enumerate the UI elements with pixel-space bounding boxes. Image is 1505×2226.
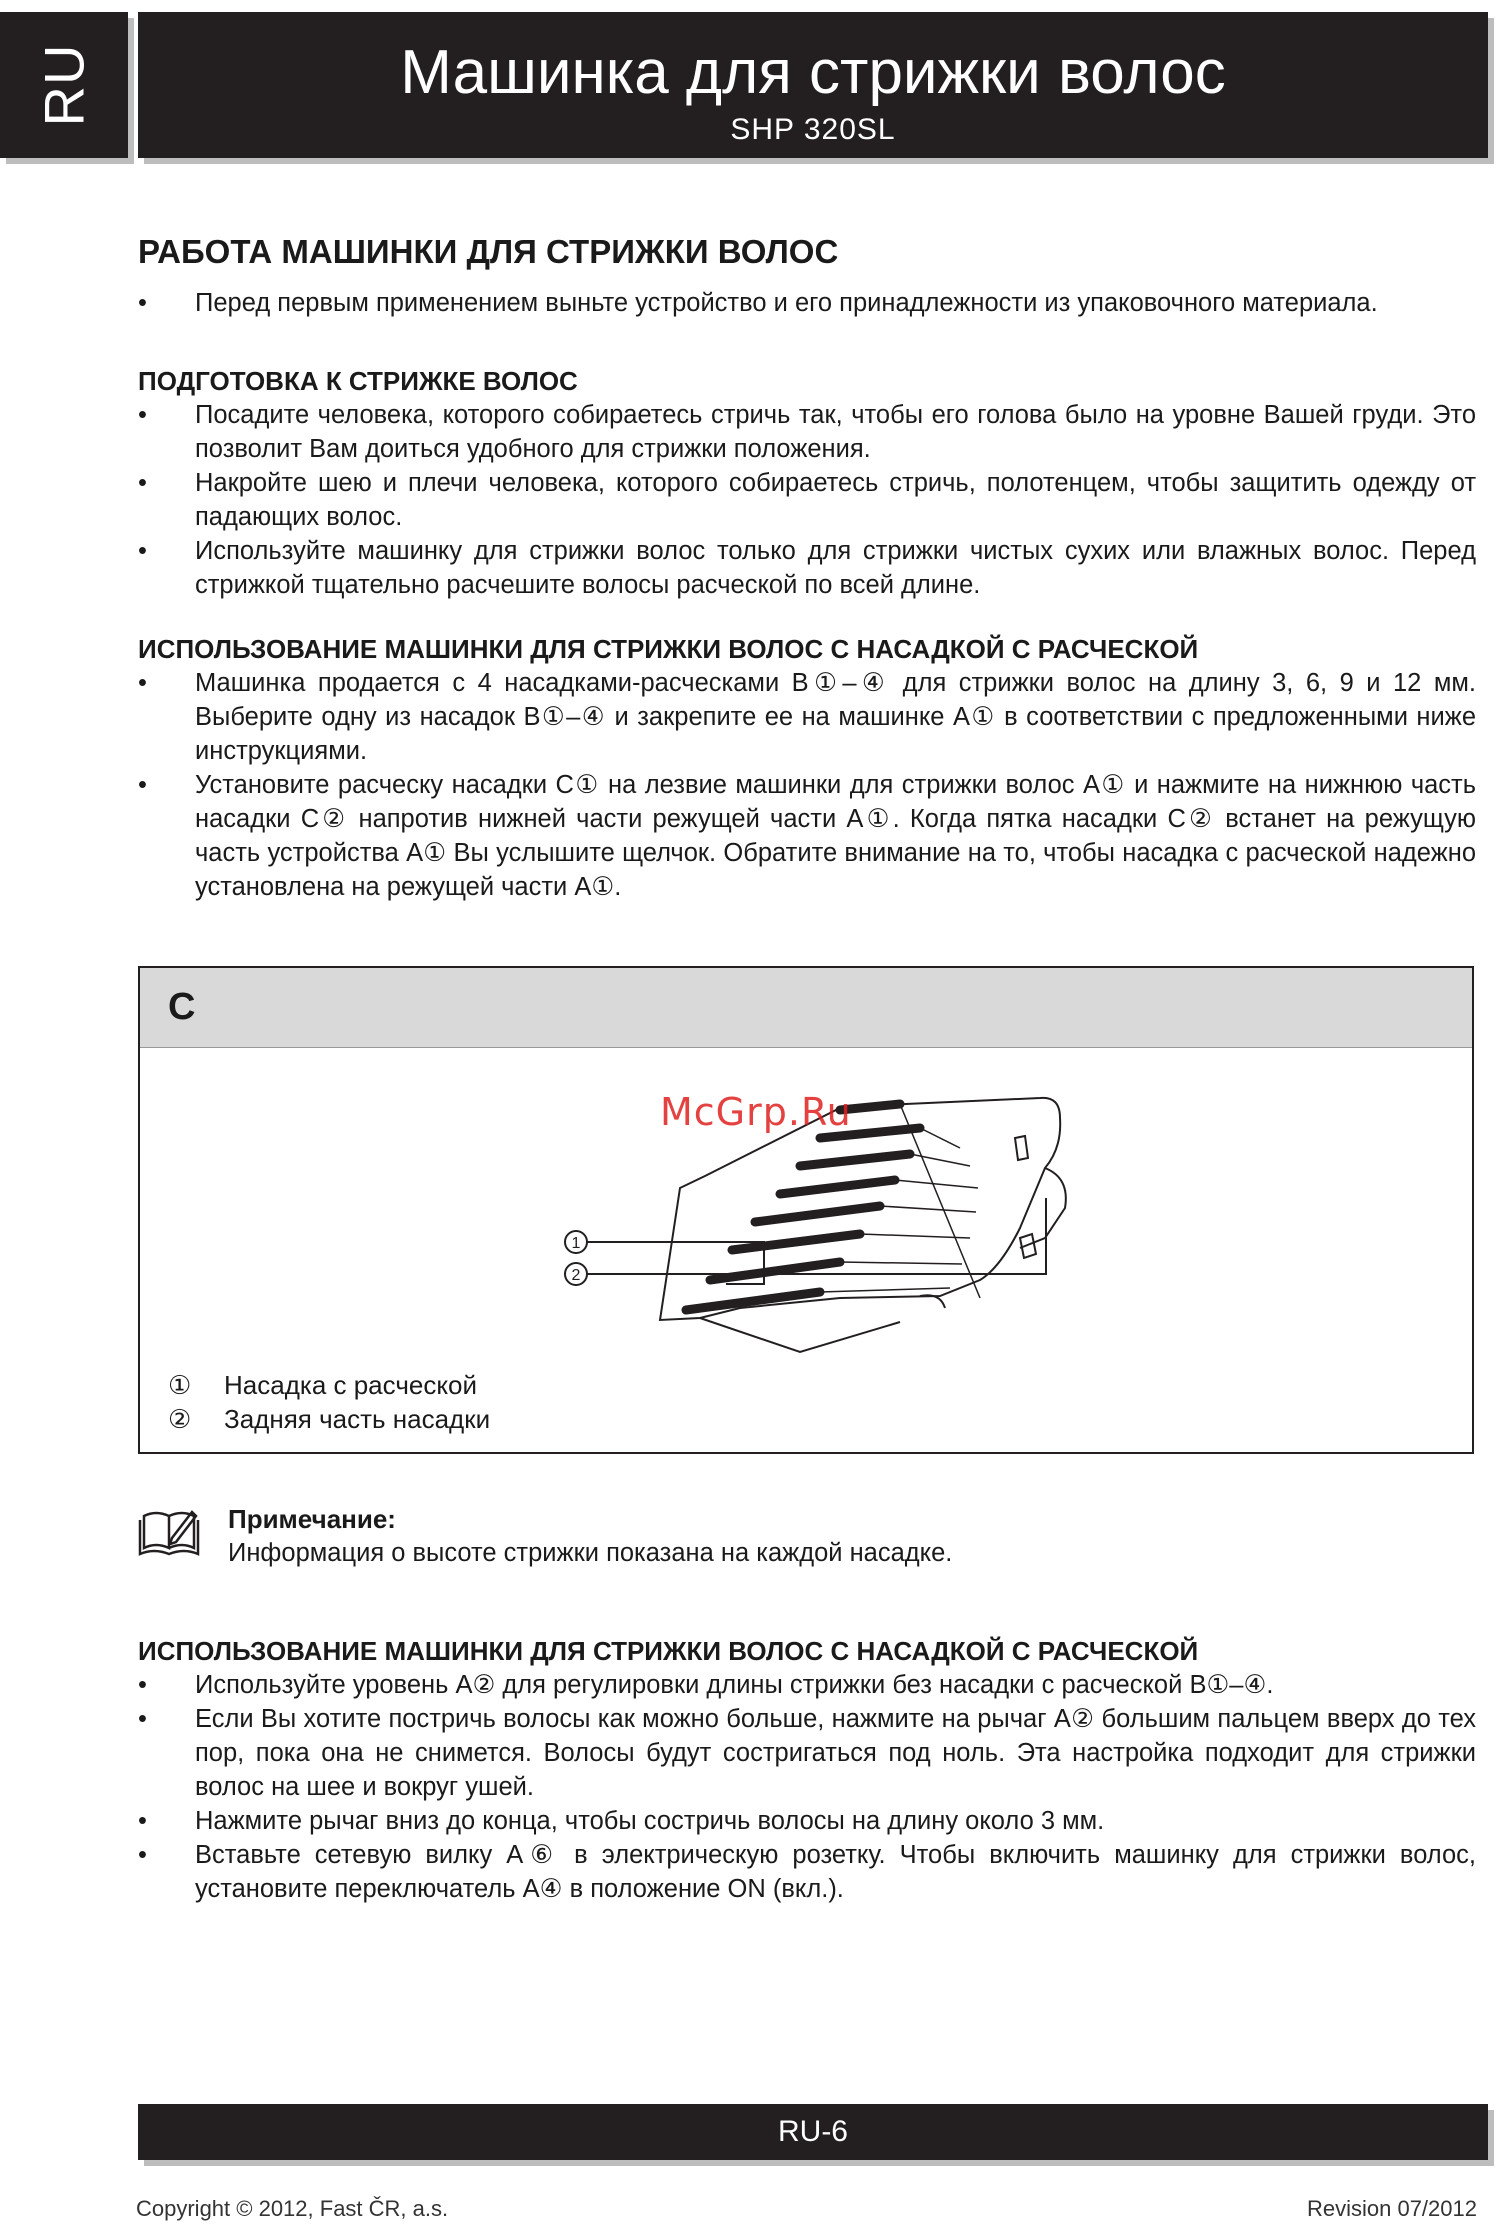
watermark: McGrp.Ru <box>660 1090 852 1134</box>
note-text: Информация о высоте стрижки показана на каждой насадке. <box>228 1539 953 1567</box>
copyright: Copyright © 2012, Fast ČR, a.s. <box>136 2196 449 2221</box>
note-title: Примечание: <box>228 1504 396 1534</box>
figure-label: C <box>168 986 196 1028</box>
list-item: • Используйте уровень A② для регулировки длины стрижки без насадки с расческой B①–④. <box>138 1671 1274 1699</box>
list-item: • Нажмите рычаг вниз до конца, чтобы состричь волосы на длину около 3 мм. <box>138 1807 1105 1835</box>
callout-1: 1 <box>571 1235 581 1252</box>
model-number: SHP 320SL <box>730 113 896 146</box>
note-block <box>228 1502 952 1570</box>
list-item: • Машинка продается с 4 насадками-расческами B①–④ для стрижки волос на длину 3, 6, 9 и 12 мм. Выберите одну из насадок B①–④ и закрепите ее на машинке A① в соответствии с предложенными ниже инструкциями. <box>138 669 1476 765</box>
section-operation <box>138 232 1476 320</box>
list-item: • Используйте машинку для стрижки волос только для стрижки чистых сухих или влажных волос. Перед стрижкой тщательно расчешите волосы расческой по всей длине. <box>138 537 1476 599</box>
bullet-list <box>138 1668 1476 1906</box>
list-item: • Вставьте сетевую вилку A⑥ в электрическую розетку. Чтобы включить машинку для стрижки волос, установите переключатель A④ в положение ON (вкл.). <box>138 1841 1476 1903</box>
bullet-list <box>138 286 1476 320</box>
page-title: Машинка для стрижки волос <box>400 38 1226 107</box>
bullet-list <box>138 666 1476 904</box>
subsection-title: ИСПОЛЬЗОВАНИЕ МАШИНКИ ДЛЯ СТРИЖКИ ВОЛОС С НАСАДКОЙ С РАСЧЕСКОЙ <box>138 1636 1199 1666</box>
language-tab <box>0 12 128 158</box>
revision: Revision 07/2012 <box>1306 2196 1477 2221</box>
page-number-bar: RU-6 <box>138 2104 1488 2160</box>
list-item: • Посадите человека, которого собираетесь стричь так, чтобы его голова было на уровне Вашей груди. Это позволит Вам доиться удобного для стрижки положения. <box>138 401 1476 463</box>
subsection-title: ПОДГОТОВКА К СТРИЖКЕ ВОЛОС <box>138 366 578 396</box>
figure-legend <box>168 1368 490 1436</box>
header-bar <box>138 12 1488 158</box>
bullet-list <box>138 398 1476 602</box>
section-lever-usage <box>138 1634 1476 1906</box>
language-code: RU <box>32 43 96 127</box>
list-item: • Если Вы хотите постричь волосы как можно больше, нажмите на рычаг A② большим пальцем вверх до тех пор, пока она не снимется. Волосы будут состригаться под ноль. Эта настройка подходит для стрижки волос на шее и вокруг ушей. <box>138 1705 1476 1801</box>
section-comb-usage <box>138 632 1476 904</box>
note-book-icon <box>136 1508 202 1560</box>
list-item: • Накройте шею и плечи человека, которого собираетесь стричь, полотенцем, чтобы защитить одежду от падающих волос. <box>138 469 1476 531</box>
legend-item: ② Задняя часть насадки <box>168 1404 491 1434</box>
figure-header <box>140 968 1472 1048</box>
legend-item: ① Насадка с расческой <box>168 1370 478 1400</box>
subsection-title: ИСПОЛЬЗОВАНИЕ МАШИНКИ ДЛЯ СТРИЖКИ ВОЛОС С НАСАДКОЙ С РАСЧЕСКОЙ <box>138 634 1199 664</box>
section-preparation <box>138 364 1476 602</box>
callout-2: 2 <box>571 1267 581 1284</box>
section-title: РАБОТА МАШИНКИ ДЛЯ СТРИЖКИ ВОЛОС <box>138 233 839 270</box>
list-item: • Перед первым применением выньте устройство и его принадлежности из упаковочного материала. <box>138 289 1378 317</box>
figure-box <box>138 966 1474 1454</box>
list-item: • Установите расческу насадки C① на лезвие машинки для стрижки волос A① и нажмите на нижнюю часть насадки C② напротив нижней части режущей части A①. Когда пятка насадки C② встанет на режущую часть устройства A① Вы услышите щелчок. Обратите внимание на то, чтобы насадка с расческой надежно установлена на режущей части A①. <box>138 771 1476 901</box>
